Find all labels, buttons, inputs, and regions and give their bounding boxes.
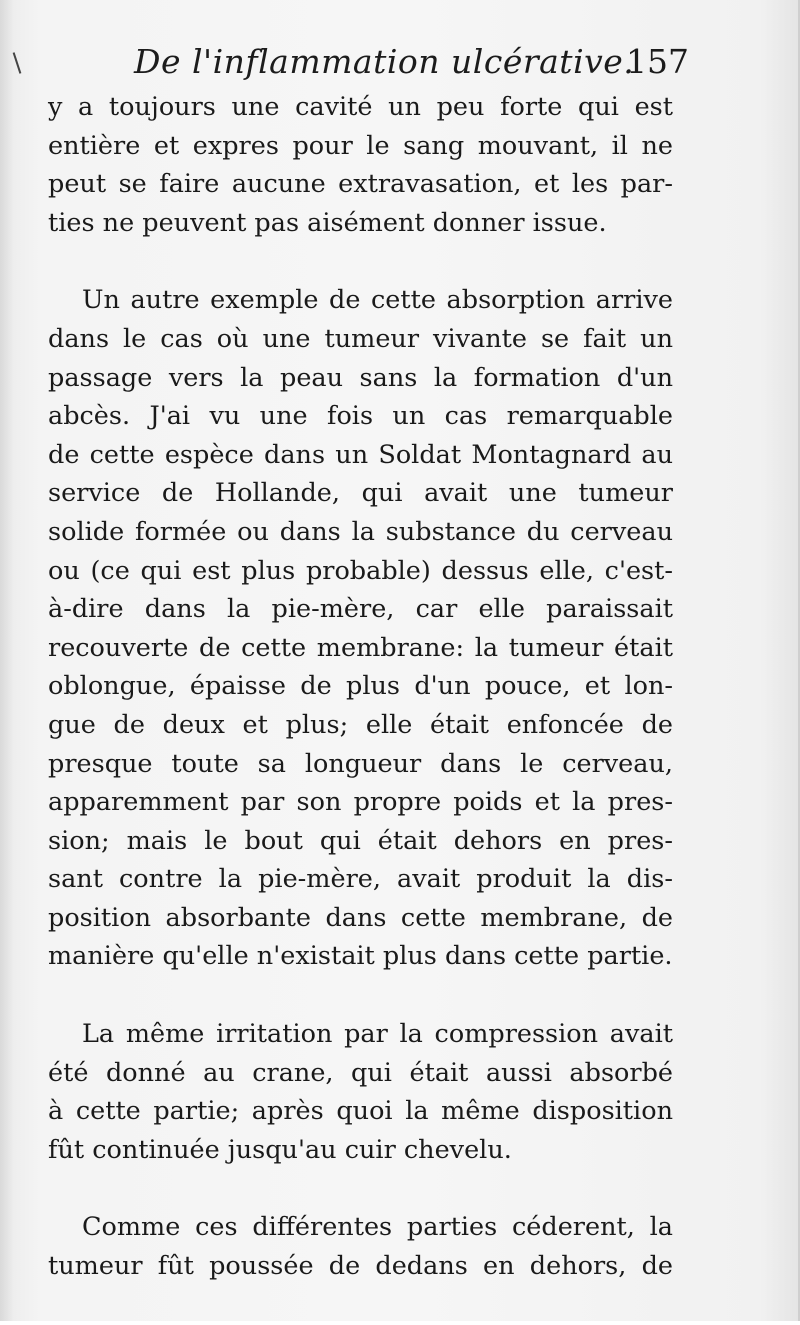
text-line: dans le cas où une tumeur vivante se fait un — [48, 323, 673, 354]
text-line: peut se faire aucune extravasation, et les par- — [48, 169, 673, 200]
text-line: recouverte de cette membrane: la tumeur était — [48, 632, 673, 663]
text-line: abcès. J'ai vu une fois un cas remarquable — [48, 401, 673, 432]
text-line: passage vers la peau sans la formation d'un — [48, 362, 673, 393]
text-line: entière et expres pour le sang mouvant, il ne — [48, 130, 673, 161]
text-line: tumeur fût poussée de dedans en dehors, de — [48, 1251, 673, 1282]
text-line: presque toute sa longueur dans le cerveau, — [48, 748, 673, 779]
text-line: fût continuée jusqu'au cuir chevelu. — [48, 1134, 512, 1165]
paragraph — [48, 281, 673, 976]
text-line: Un autre exemple de cette absorption arrive — [82, 285, 673, 316]
text-line: de cette espèce dans un Soldat Montagnard au — [48, 439, 673, 470]
paragraph — [48, 1208, 673, 1285]
body-text — [48, 88, 673, 1325]
text-line: manière qu'elle n'existait plus dans cette partie. — [48, 941, 673, 972]
text-line: ou (ce qui est plus probable) dessus elle, c'est- — [48, 555, 673, 586]
text-line: sant contre la pie-mère, avait produit la dis- — [48, 864, 673, 895]
text-line: été donné au crane, qui était aussi absorbé — [48, 1057, 673, 1088]
page-number: 157 — [626, 42, 689, 81]
text-line: y a toujours une cavité un peu forte qui est — [48, 92, 673, 122]
text-line: position absorbante dans cette membrane, de — [48, 902, 673, 933]
text-line: gue de deux et plus; elle était enfoncée de — [48, 709, 673, 740]
margin-mark — [13, 52, 22, 74]
text-line: à-dire dans la pie-mère, car elle paraissait — [48, 594, 673, 625]
text-line: à cette partie; après quoi la même disposition — [48, 1096, 673, 1127]
paragraph — [48, 1015, 673, 1169]
running-title: De l'inflammation ulcérative. — [134, 42, 635, 81]
text-line: apparemment par son propre poids et la pres- — [48, 787, 673, 818]
paragraph — [48, 88, 673, 242]
text-line: La même irritation par la compression avait — [82, 1019, 673, 1050]
text-line: service de Hollande, qui avait une tumeur — [48, 478, 673, 509]
text-line: oblongue, épaisse de plus d'un pouce, et lon- — [48, 671, 673, 702]
text-line: Comme ces différentes parties céderent, la — [82, 1212, 673, 1243]
text-line: sion; mais le bout qui était dehors en pres- — [48, 825, 673, 856]
text-line: ties ne peuvent pas aisément donner issue. — [48, 207, 607, 238]
running-head — [134, 36, 689, 86]
text-line: solide formée ou dans la substance du cerveau — [48, 516, 673, 547]
